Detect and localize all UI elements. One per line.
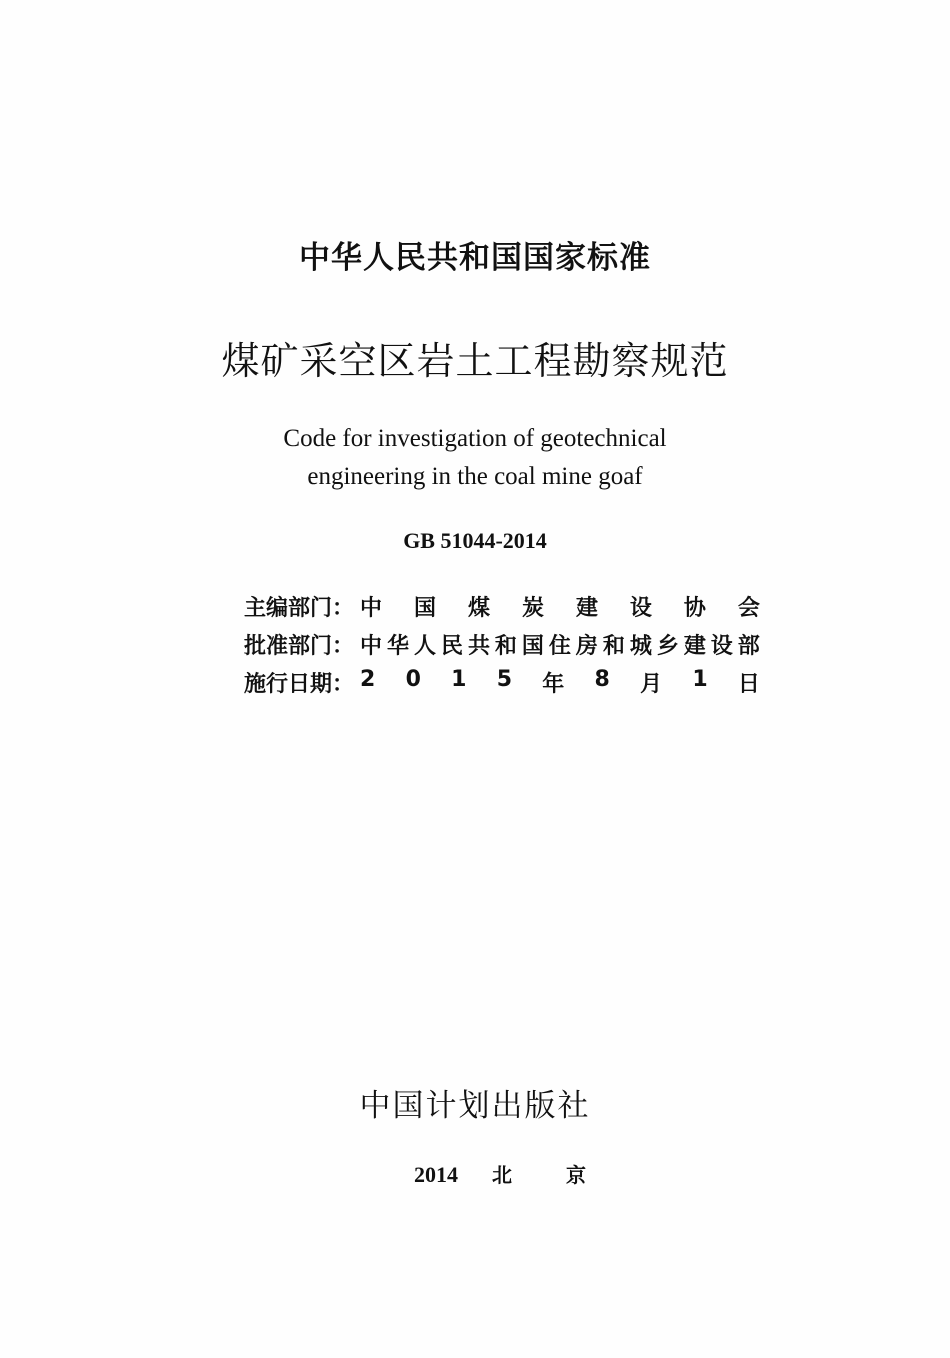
editor-value-char: 国 — [413, 595, 436, 621]
approver-value-char: 和 — [494, 633, 517, 659]
editor-value-char: 中 — [360, 595, 383, 621]
effective-date-value-char: 2 — [360, 666, 376, 692]
approver-value-char: 人 — [413, 633, 436, 659]
editor-value-char: 煤 — [467, 595, 490, 621]
editor-value-char: 炭 — [521, 595, 544, 621]
approver-value-char: 城 — [629, 633, 652, 659]
approver-value — [360, 629, 760, 660]
publication-info — [244, 587, 760, 701]
approver-value-char: 部 — [737, 633, 760, 659]
effective-date-label: 施行日期： — [244, 671, 355, 697]
english-title — [0, 420, 950, 496]
approver-value-char: 和 — [602, 633, 625, 659]
publication-city-char-1: 北 — [492, 1163, 512, 1187]
editor-value-char: 设 — [629, 595, 652, 621]
approver-value-char: 华 — [386, 633, 409, 659]
editor-value-char: 协 — [683, 595, 706, 621]
editor-value-char: 建 — [575, 595, 598, 621]
effective-date-value-char: 1 — [451, 666, 467, 692]
approver-value-char: 建 — [683, 633, 706, 659]
approver-label: 批准部门： — [244, 633, 355, 659]
english-title-line-1: Code for investigation of geotechnical — [283, 425, 667, 452]
editor-row — [244, 587, 760, 625]
main-title: 煤矿采空区岩土工程勘察规范 — [221, 339, 729, 383]
approver-row — [244, 625, 760, 663]
approver-value-char: 民 — [440, 633, 463, 659]
effective-date-value-char: 5 — [496, 666, 512, 692]
editor-value-char: 会 — [737, 595, 760, 621]
approver-value-char: 中 — [360, 633, 383, 659]
effective-date-value-char: 日 — [737, 671, 760, 697]
effective-date-value-char: 8 — [594, 666, 610, 692]
publication-year: 2014 — [414, 1162, 458, 1187]
series-title: 中华人民共和国国家标准 — [299, 240, 651, 276]
effective-date-value-char: 0 — [405, 666, 421, 692]
publication-city-char-2: 京 — [566, 1163, 586, 1187]
editor-label: 主编部门： — [244, 595, 355, 621]
approver-value-char: 国 — [521, 633, 544, 659]
approver-value-char: 住 — [548, 633, 571, 659]
effective-date-value-char: 月 — [640, 671, 663, 697]
standard-code: GB 51044-2014 — [403, 528, 547, 553]
effective-date-row — [244, 663, 760, 701]
english-title-line-2: engineering in the coal mine goaf — [307, 463, 643, 490]
approver-value-char: 设 — [710, 633, 733, 659]
effective-date-value-char: 1 — [692, 666, 708, 692]
effective-date-value — [360, 667, 760, 698]
approver-value-char: 共 — [467, 633, 490, 659]
editor-value — [360, 591, 760, 622]
publisher-name: 中国计划出版社 — [359, 1088, 591, 1124]
approver-value-char: 乡 — [656, 633, 679, 659]
approver-value-char: 房 — [575, 633, 598, 659]
effective-date-value-char: 年 — [542, 671, 565, 697]
